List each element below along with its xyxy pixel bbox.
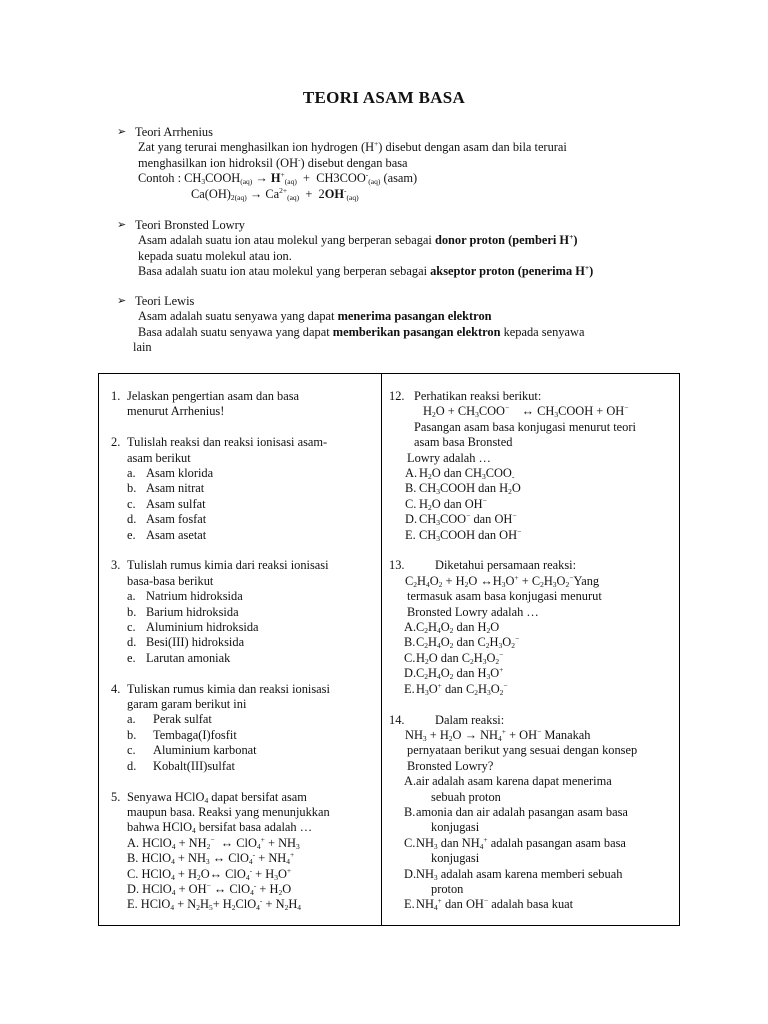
section-heading: Teori Arrhenius	[135, 125, 213, 139]
arrow-bullet-icon: ➢	[117, 295, 127, 307]
text-line: Asam adalah suatu ion atau molekul yang berperan sebagai donor proton (pemberi H+)	[138, 232, 578, 248]
list-item: a. Asam klorida	[127, 466, 214, 481]
question-12: 12. Perhatikan reaksi berikut: $H_2O + CH_3COO^-$ ↔ $CH_3COOH + OH^-$ Pasangan asam basa konjugasi menurut teori asam basa Bronsted Lowry adalah … A. $H_2O$ dan $CH_3COO_-$ B. $CH_3COOH$ dan $H_2O$ C. $H_2O$ dan OH− D. $CH_3COO^-$ dan OH− E. $CH_3COOH$ dan OH−	[389, 389, 675, 543]
answer-option-a: A. $H_2O$ dan $CH_3COO_-$	[405, 466, 515, 482]
answer-option-b: B. HClO$_4$ + $NH_3$ ↔ $ClO_4^- + NH_4^+$	[127, 850, 295, 867]
answer-option-e: E. $H_3O^+$ dan $C_2H_3O_2^-$	[404, 680, 508, 697]
question-14: 14. Dalam reaksi: $NH_3 + H_2O \to NH_4^+ + OH^-$ Manakah pernyataan berikut yang sesuai dengan konsep Bronsted Lowry? A. air adalah asam karena dapat menerima sebuah proton B. amonia dan air adalah pasangan asam basa konjugasi C. $NH_3$ dan $NH_4^+$ adalah pasangan asam basa konjugasi D. $NH_3$ adalah asam karena memberi sebuah proton E. $NH_4^+$ dan OH− adalah basa kuat	[389, 713, 675, 913]
questions-table	[98, 373, 680, 926]
list-item: b. Asam nitrat	[127, 481, 205, 496]
list-item: d. Kobalt(III)sulfat	[127, 758, 235, 773]
section-bronsted-lowry	[117, 218, 677, 280]
answer-option-e: E. HClO$_4$ + $N_2H_5+ H_2ClO_4^- + N_2H_4$	[127, 896, 302, 913]
question-13: 13. Diketahui persamaan reaksi: $C_2H_4O_2 + H_2O$ $\leftrightarrow H_3O^+$ + $C_2H_3O_2^-Yang$ termasuk asam basa konjugasi menurut Bronsted Lowry adalah … A. $C_2H_4O_2$ dan $H_2O$ B. $C_2H_4O_2$ dan $C_2H_3O_2^-$ C. $H_2O$ dan $C_2H_3O_2^-$ D. $C_2H_4O_2$ dan $H_3O^+$ E. $H_3O^+$ dan $C_2H_3O_2^-$	[389, 558, 675, 697]
text-line: Zat yang terurai menghasilkan ion hydrogen (H+) disebut dengan asam dan bila terurai	[138, 139, 567, 155]
text-line: lain	[133, 340, 152, 355]
text-line: Basa adalah suatu ion atau molekul yang berperan sebagai akseptor proton (penerima H+)	[138, 263, 594, 279]
answer-option-e: E. $CH_3COOH$ dan OH−	[405, 526, 522, 543]
list-item: e. Asam asetat	[127, 527, 207, 542]
example-equation-1: Contoh : $CH_3COOH_{(aq)} \to H^+_{(aq)} + CH3COO^-_{(aq)}$ (asam)	[138, 170, 418, 187]
arrow-bullet-icon: ➢	[117, 126, 127, 138]
question-4: 4. Tuliskan rumus kimia dan reaksi ionisasi garam garam berikut ini a. Perak sulfat b. Tembaga(I)fosfit c. Aluminium karbonat d. Kobalt(III)sulfat	[111, 682, 373, 774]
answer-option-a: A. HClO$_4$ + $NH_2^-$ ↔ $ClO_4^+ + NH_3$	[127, 834, 300, 851]
answer-option-a: A. $C_2H_4O_2$ dan $H_2O$	[404, 620, 500, 636]
text-line: menghasilkan ion hidroksil (OH-) disebut dengan basa	[138, 154, 408, 170]
question-2: 2. Tulislah reaksi dan reaksi ionisasi asam- asam berikut a. Asam klorida b. Asam nitrat c. Asam sulfat d. Asam fosfat e. Asam asetat	[111, 435, 373, 543]
column-divider	[381, 374, 382, 925]
list-item: c. Aluminium hidroksida	[127, 620, 259, 635]
section-lewis	[117, 294, 677, 356]
answer-option-b: B. $C_2H_4O_2$ dan $C_2H_3O_2^-$	[404, 634, 520, 651]
list-item: d. Asam fosfat	[127, 512, 207, 527]
list-item: d. Besi(III) hidroksida	[127, 635, 245, 650]
text-line: kepada suatu molekul atau ion.	[138, 248, 292, 263]
answer-option-c: C. $H_2O$ dan OH−	[405, 495, 487, 512]
page-title: TEORI ASAM BASA	[302, 88, 466, 107]
answer-option-d: D. $CH_3COO^-$ dan OH−	[405, 511, 517, 528]
text-line: Basa adalah suatu senyawa yang dapat memberikan pasangan elektron kepada senyawa	[138, 324, 585, 339]
answer-option-d: D. $NH_3$ adalah asam karena memberi sebuah	[404, 866, 623, 882]
answer-option-c: C. HClO$_4$ + $H_2O\leftrightarrow$ $ClO_4^- + H_3O^+$	[127, 865, 292, 882]
answer-option-c: C. $H_2O$ dan $C_2H_3O_2^-$	[404, 649, 504, 666]
question-5: 5. Senyawa HClO$_4$ dapat bersifat asam maupun basa. Reaksi yang menunjukkan bahwa HClO$_4$ bersifat basa adalah … A. HClO$_4$ + $NH_2^-$ ↔ $ClO_4^+ + NH_3$ B. HClO$_4$ + $NH_3$ ↔ $ClO_4^- + NH_4^+$ C. HClO$_4$ + $H_2O\leftrightarrow$ $ClO_4^- + H_3O^+$ D. HClO$_4$ + OH− ↔ $ClO_4^- + H_2O$ E. HClO$_4$ + $N_2H_5+ H_2ClO_4^- + N_2H_4$	[111, 790, 373, 913]
question-1: 1. Jelaskan pengertian asam dan basa menurut Arrhenius!	[111, 389, 300, 419]
section-arrhenius	[117, 125, 677, 202]
list-item: b. Tembaga(I)fosfit	[127, 727, 237, 742]
answer-option-e: E. $NH_4^+$ dan OH− adalah basa kuat	[404, 896, 574, 913]
answer-option-c: C. $NH_3$ dan $NH_4^+$ adalah pasangan asam basa	[404, 834, 626, 851]
answer-option-b: B. $CH_3COOH$ dan $H_2O$	[405, 481, 521, 497]
list-item: b. Barium hidroksida	[127, 604, 239, 619]
answer-option-a: A. air adalah asam karena dapat menerima	[404, 774, 612, 789]
list-item: c. Aluminium karbonat	[127, 743, 257, 758]
answer-option-d: D. HClO$_4$ + OH− ↔ $ClO_4^- + H_2O$	[127, 880, 292, 897]
section-heading: Teori Lewis	[135, 294, 195, 308]
list-item: e. Larutan amoniak	[127, 650, 231, 665]
example-equation-2: $Ca(OH)_{2(aq)} \to Ca^{2+}_{(aq)} + 2OH^-_{(aq)}$	[191, 185, 359, 202]
answer-option-d: D. $C_2H_4O_2$ dan $H_3O^+$	[404, 665, 504, 682]
questions-right-column	[389, 389, 675, 928]
list-item: a. Natrium hidroksida	[127, 589, 243, 604]
list-item: a. Perak sulfat	[127, 712, 212, 727]
text-line: Asam adalah suatu senyawa yang dapat menerima pasangan elektron	[138, 309, 492, 324]
question-3: 3. Tulislah rumus kimia dari reaksi ionisasi basa-basa berikut a. Natrium hidroksida b. Barium hidroksida c. Aluminium hidroksida d. Besi(III) hidroksida e. Larutan amoniak	[111, 558, 373, 666]
questions-left-column	[111, 389, 373, 928]
list-item: c. Asam sulfat	[127, 496, 206, 511]
arrow-bullet-icon: ➢	[117, 219, 127, 231]
section-heading: Teori Bronsted Lowry	[135, 218, 245, 232]
answer-option-b: B. amonia dan air adalah pasangan asam basa	[404, 804, 628, 819]
